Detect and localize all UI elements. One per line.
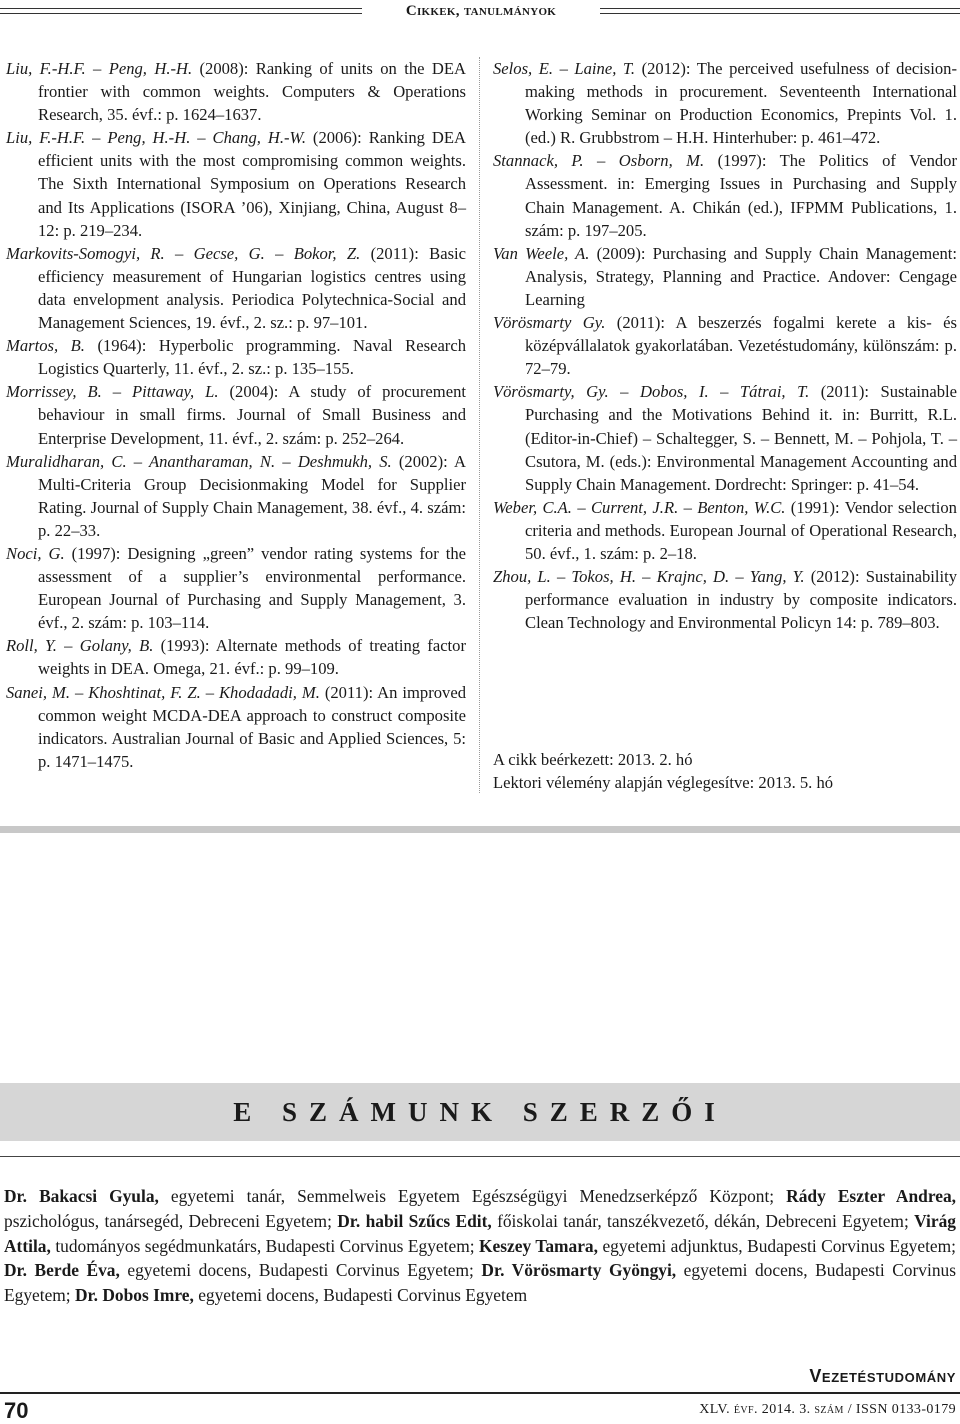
reference-entry [6, 450, 466, 542]
header-rule-right [600, 8, 960, 14]
reference-entry [493, 149, 957, 241]
author-name: Dr. Berde Éva, [4, 1260, 120, 1281]
authors-heading: E SZÁMUNK SZERZŐI [233, 1096, 727, 1127]
author-name: Virág Attila, [4, 1210, 956, 1256]
reference-entry [6, 634, 466, 680]
issue-info: XLV. évf. 2014. 3. szám / ISSN 0133-0179 [699, 1402, 956, 1417]
reference-entry [493, 565, 957, 634]
reference-details: (2008): Ranking of units on the DEA frontier with common weights. Computers & Operations Research, 35. évf.: p. 1624–1637. [38, 59, 466, 125]
reference-entry [493, 311, 957, 380]
author-description: tudományos segédmunkatárs, Budapesti Corvinus Egyetem; [50, 1235, 480, 1256]
reference-entry [493, 242, 957, 311]
author-name: Dr. Dobos Imre, [75, 1285, 194, 1306]
reference-details: (2012): Sustainability performance evaluation in industry by composite indicators. Clean Technology and Environmental Policyn 14: p. 789–803. [525, 567, 957, 633]
column-divider [479, 57, 480, 793]
reference-entry [493, 496, 957, 565]
author-description: pszichológus, tanársegéd, Debreceni Egyetem; [4, 1210, 338, 1231]
author-description: egyetemi docens, Budapesti Corvinus Egyetem [193, 1285, 528, 1306]
reference-entry [6, 334, 466, 380]
authors-rule [0, 1156, 960, 1157]
reference-entry [6, 380, 466, 449]
reference-details: (1997): Designing „green” vendor rating systems for the assessment of a supplier’s environmental performance. European Journal of Purchasing and Supply Management, 3. évf., 2. szám: p. 103–114. [38, 543, 466, 633]
author-description: egyetemi docens, Budapesti Corvinus Egyetem; [119, 1260, 482, 1281]
reference-authors: Martos, B. [6, 336, 85, 356]
author-name: Dr. Vörösmarty Gyöngyi, [481, 1260, 677, 1281]
author-description: főiskolai tanár, tanszékvezető, dékán, Debreceni Egyetem; [491, 1210, 915, 1231]
reference-authors: Van Weele, A. [493, 243, 590, 263]
reference-entry [6, 126, 466, 241]
reference-authors: Weber, C.A. – Current, J.R. – Benton, W.C. [493, 497, 786, 517]
reference-details: (2011): Basic efficiency measurement of Hungarian logistics centres using data envelopment analysis. Periodica Polytechnica-Social and Management Sciences, 19. évf., 2. sz.: p. 97–101. [38, 243, 466, 333]
reference-authors: Vörösmarty, Gy. – Dobos, I. – Tátrai, T. [493, 382, 810, 402]
header-rule-left [0, 8, 362, 14]
references-right-column [493, 57, 957, 634]
author-name: Dr. Bakacsi Gyula, [4, 1186, 159, 1206]
author-description: egyetemi adjunktus, Budapesti Corvinus Egyetem; [597, 1235, 956, 1256]
authors-heading-box [0, 1083, 960, 1141]
reference-entry [493, 380, 957, 495]
author-description: egyetemi docens, Budapesti Corvinus Egyetem; [4, 1260, 956, 1306]
article-dates [493, 748, 833, 794]
reference-details: (1993): Alternate methods of treating factor weights in DEA. Omega, 21. évf.: p. 99–109. [38, 636, 466, 679]
reference-details: (1991): Vendor selection criteria and methods. European Journal of Operational Research, 50. évf., 1. szám: p. 2–18. [525, 497, 957, 563]
author-name: Dr. habil Szűcs Edit, [337, 1210, 492, 1231]
reference-details: (2011): An improved common weight MCDA-DEA approach to construct composite indicators. Australian Journal of Basic and Applied Sciences, 5: p. 1471–1475. [38, 682, 467, 771]
author-name: Keszey Tamara, [479, 1235, 598, 1256]
reference-details: (1997): The Politics of Vendor Assessment. in: Emerging Issues in Purchasing and Supply Chain Management. A. Chikán (ed.), IFPMM Publications, 1. szám: p. 197–205. [525, 151, 957, 240]
reference-details: (2004): A study of procurement behaviour in small firms. Journal of Small Business and Enterprise Development, 11. évf., 2. szám: p. 252–264. [38, 382, 466, 448]
reference-details: (2002): A Multi-Criteria Group Decisionmaking Model for Supplier Rating. Journal of Supply Chain Management, 38. évf., 4. szám: p. 22–33. [38, 451, 466, 540]
reference-entry [6, 542, 466, 634]
reference-authors: Vörösmarty Gy. [493, 313, 606, 333]
reference-entry [6, 681, 466, 773]
authors-list [4, 1184, 956, 1308]
footer-rule [0, 1392, 960, 1394]
references-left-column [6, 57, 466, 773]
reference-authors: Stannack, P. – Osborn, M. [493, 151, 705, 171]
reference-authors: Sanei, M. – Khoshtinat, F. Z. – Khodadadi, M. [6, 682, 320, 702]
reference-details: (2011): Sustainable Purchasing and the Motivations Behind it. in: Burritt, R.L. (Editor-in-Chief) – Schaltegger, S. – Bennett, M. – Pohjola, T. – Csutora, M. (eds.): Environmental Management Accounting and Supply Chain Management. Dordrecht: Springer: p. 41–54. [525, 382, 957, 494]
reference-authors: Noci, G. [6, 543, 65, 563]
reference-authors: Liu, F.-H.F. – Peng, H.-H. [6, 59, 193, 78]
reference-authors: Zhou, L. – Tokos, H. – Krajnc, D. – Yang, Y. [493, 567, 805, 587]
section-separator-bar [0, 826, 960, 833]
reference-details: (2009): Purchasing and Supply Chain Management: Analysis, Strategy, Planning and Practice. Andover: Cengage Learning [525, 243, 958, 309]
reference-entry [6, 57, 466, 126]
reference-details: (2011): A beszerzés fogalmi kerete a kis- és középvállalatok gyakorlatában. Vezetéstudomány, különszám: p. 72–79. [525, 313, 957, 379]
author-name: Rády Eszter Andrea, [786, 1186, 956, 1206]
journal-name: Vezetéstudomány [809, 1366, 956, 1386]
received-date: A cikk beérkezett: 2013. 2. hó [493, 750, 693, 769]
finalized-date: Lektori vélemény alapján véglegesítve: 2013. 5. hó [493, 773, 834, 793]
reference-authors: Morrissey, B. – Pittaway, L. [6, 382, 219, 402]
reference-details: (1964): Hyperbolic programming. Naval Research Logistics Quarterly, 11. évf., 2. sz.: p. 135–155. [38, 336, 466, 379]
reference-authors: Selos, E. – Laine, T. [493, 59, 636, 78]
reference-details: (2006): Ranking DEA efficient units with the most compromising common weights. The Sixth International Symposium on Operations Research and Its Applications (ISORA ’06), Xinjiang, China, August 8–12: p. 219–234. [38, 128, 466, 240]
reference-authors: Liu, F.-H.F. – Peng, H.-H. – Chang, H.-W. [6, 128, 306, 148]
section-title: Cikkek, tanulmányok [405, 3, 557, 19]
reference-authors: Roll, Y. – Golany, B. [6, 636, 154, 656]
reference-entry [493, 57, 957, 149]
reference-entry [6, 242, 466, 334]
page-number: 70 [4, 1398, 29, 1423]
reference-authors: Muralidharan, C. – Anantharaman, N. – Deshmukh, S. [6, 451, 392, 471]
reference-authors: Markovits-Somogyi, R. – Gecse, G. – Bokor, Z. [6, 243, 361, 263]
reference-details: (2012): The perceived usefulness of decision-making methods in procurement. Seventeenth International Working Seminar on Production Economics, Prepints Vol. 1. (ed.) R. Grubbstrom – H.H. Hinterhuber: p. 461–472. [525, 59, 957, 148]
author-description: egyetemi tanár, Semmelweis Egyetem Egészségügyi Menedzserképző Központ; [158, 1186, 787, 1206]
